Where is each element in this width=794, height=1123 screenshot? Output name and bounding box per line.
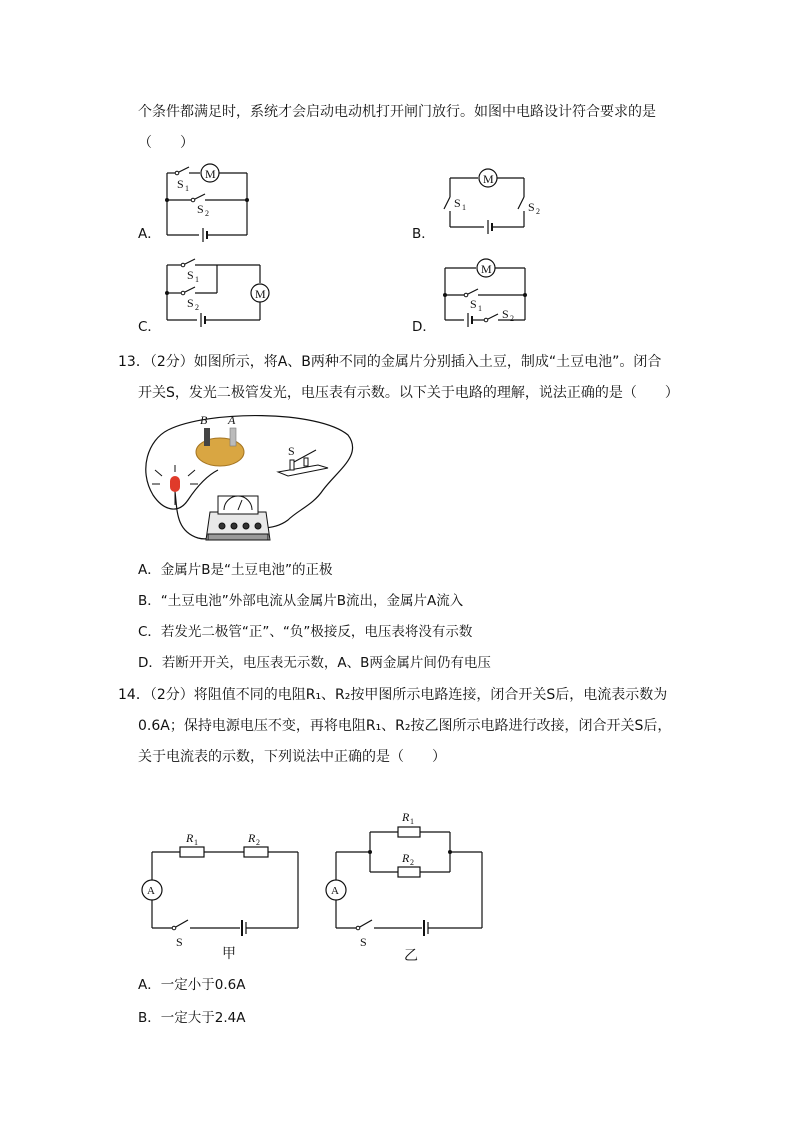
- q12-d-s1-label: S: [470, 297, 477, 311]
- q12-c-s2-sub: 2: [195, 303, 199, 312]
- q13-stem-line1: 13．（2分）如图所示，将A、B两种不同的金属片分别插入土豆，制成“土豆电池”。闭合: [118, 354, 662, 370]
- q13-label-a: A: [228, 413, 236, 427]
- q12-option-c-label[interactable]: C．: [138, 319, 161, 335]
- q14-stem-line3: 关于电流表的示数，下列说法中正确的是（ ）: [138, 749, 446, 765]
- q14-jia-caption: 甲: [222, 947, 236, 962]
- q12-c-s1-label: S: [187, 268, 194, 282]
- q12-b-s2-label: S: [528, 200, 535, 214]
- q12-a-motor-label: M: [205, 167, 216, 181]
- q12-option-d-label[interactable]: D．: [412, 319, 436, 335]
- q12-option-b-label[interactable]: B．: [412, 226, 435, 242]
- metal-plate-a: [230, 428, 236, 446]
- q14-jia-switch-label: S: [176, 935, 183, 949]
- q12-c-s2-label: S: [187, 296, 194, 310]
- q12-circuit-b: [440, 165, 560, 235]
- q13-option-c[interactable]: C．若发光二极管“正”、“负”极接反，电压表将没有示数: [138, 624, 473, 640]
- q13-option-d[interactable]: D．若断开开关，电压表无示数，A、B两金属片间仍有电压: [138, 655, 491, 671]
- q12-a-s1-sub: 1: [185, 184, 189, 193]
- q14-yi-ammeter-label: A: [331, 885, 339, 897]
- q14-jia-ammeter-label: A: [147, 885, 155, 897]
- q14-jia-r1-sub: 1: [194, 838, 198, 847]
- q13-option-a[interactable]: A．金属片B是“土豆电池”的正极: [138, 562, 333, 578]
- q14-yi-switch-label: S: [360, 935, 367, 949]
- q12-d-s1-sub: 1: [478, 304, 482, 313]
- led-icon: [152, 465, 198, 505]
- q14-yi-r2-label: R: [402, 851, 410, 865]
- q13-label-s: S: [288, 444, 295, 458]
- q12-a-s1-label: S: [177, 177, 184, 191]
- q14-yi-caption: 乙: [404, 949, 418, 964]
- q12-b-s1-label: S: [454, 196, 461, 210]
- q14-stem-line2: 0.6A；保持电源电压不变，再将电阻R₁、R₂按乙图所示电路进行改接，闭合开关S后，: [138, 718, 672, 734]
- q12-a-s2-sub: 2: [205, 209, 209, 218]
- q14-option-a[interactable]: A．一定小于0.6A: [138, 977, 246, 993]
- q12-c-s1-sub: 1: [195, 275, 199, 284]
- q14-yi-r1-sub: 1: [410, 817, 414, 826]
- q14-jia-r1-label: R: [186, 831, 194, 845]
- q12-circuit-d: [440, 255, 560, 335]
- voltmeter-icon: [206, 496, 270, 540]
- q13-option-b[interactable]: B．“土豆电池”外部电流从金属片B流出，金属片A流入: [138, 593, 464, 609]
- q12-circuit-c: [155, 255, 285, 335]
- q14-circuit-yi: [322, 808, 492, 964]
- q12-b-s1-sub: 1: [462, 203, 466, 212]
- q14-jia-r2-sub: 2: [256, 838, 260, 847]
- q12-stem-tail: 个条件都满足时，系统才会启动电动机打开闸门放行。如图中电路设计符合要求的是: [138, 104, 656, 120]
- q14-yi-r2-sub: 2: [410, 858, 414, 867]
- q13-label-b: B: [200, 413, 208, 427]
- q12-b-s2-sub: 2: [536, 207, 540, 216]
- q12-d-motor-label: M: [481, 262, 492, 276]
- q14-stem-line1: 14．（2分）将阻值不同的电阻R₁、R₂按甲图所示电路连接，闭合开关S后，电流表示数为: [118, 687, 668, 703]
- q12-d-s2-sub: 2: [510, 314, 514, 323]
- knife-switch-icon: [278, 450, 328, 476]
- q14-jia-r2-label: R: [248, 831, 256, 845]
- metal-plate-b: [204, 428, 210, 446]
- q13-potato-battery-figure: [138, 410, 368, 550]
- q14-yi-r1-label: R: [402, 810, 410, 824]
- q12-c-motor-label: M: [255, 287, 266, 301]
- q14-circuit-jia: [138, 830, 308, 960]
- q12-answer-bracket: （ ）: [138, 135, 194, 151]
- q12-b-motor-label: M: [483, 172, 494, 186]
- potato-image: [196, 438, 244, 466]
- q12-circuit-a: [155, 160, 275, 240]
- q12-option-a-label[interactable]: A．: [138, 226, 161, 242]
- q12-a-s2-label: S: [197, 202, 204, 216]
- q13-stem-line2: 开关S，发光二极管发光，电压表有示数。以下关于电路的理解，说法正确的是（ ）: [138, 385, 679, 401]
- q12-d-s2-label: S: [502, 307, 509, 321]
- q14-option-b[interactable]: B．一定大于2.4A: [138, 1010, 246, 1026]
